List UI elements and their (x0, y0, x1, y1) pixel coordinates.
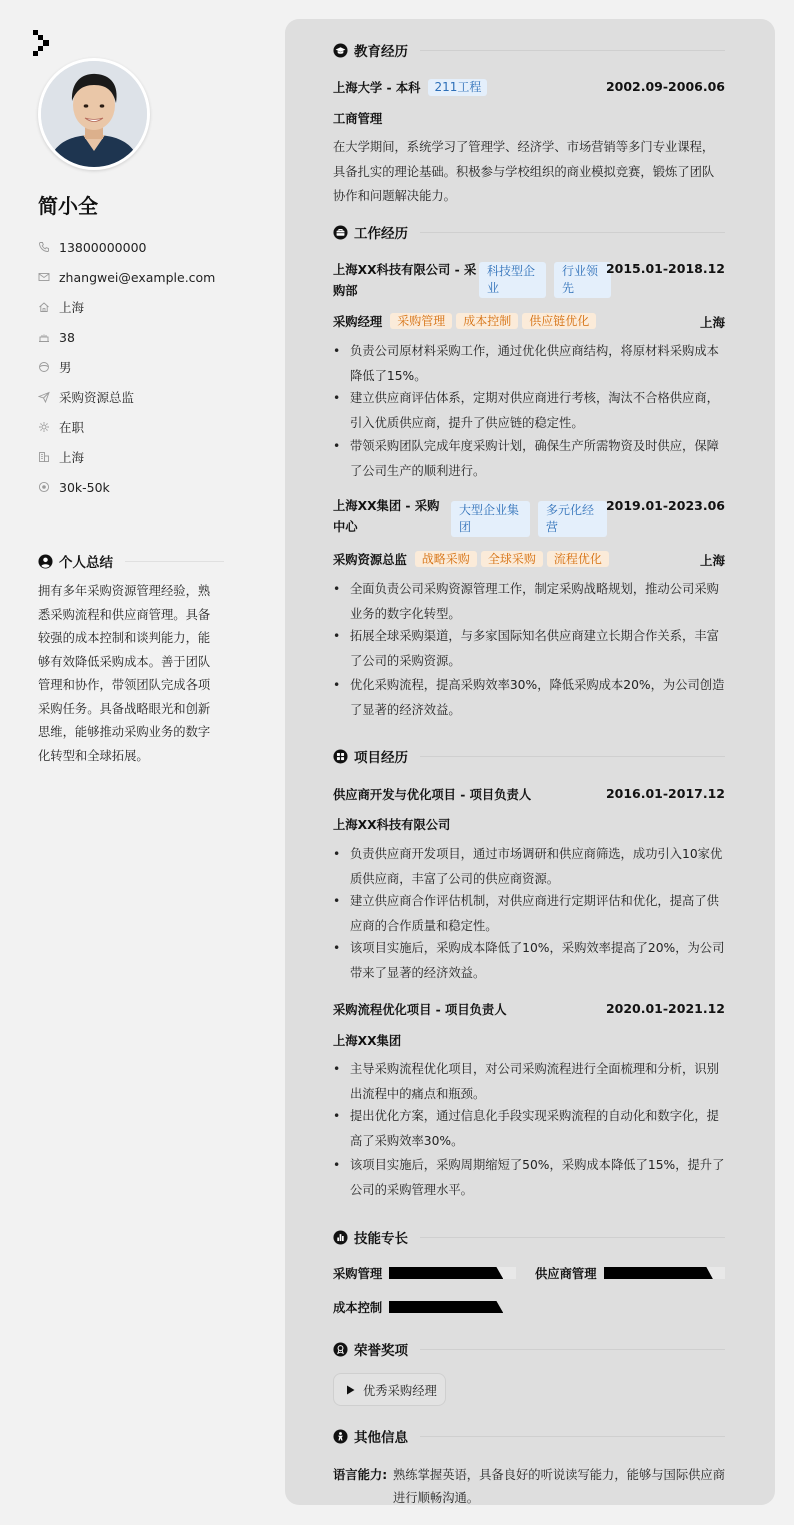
job-2-skill-1: 战略采购 (415, 551, 477, 567)
age-icon (38, 331, 50, 343)
job-2-bullet-3: • 优化采购流程，提高采购效率30%，降低采购成本20%，为公司创造了显著的经济效益。 (333, 673, 725, 722)
honors-section-header (333, 1339, 725, 1359)
job-2-skill-3: 流程优化 (547, 551, 609, 567)
contact-email (38, 262, 248, 292)
send-icon (38, 391, 50, 403)
other-title: 其他信息 (354, 1430, 408, 1446)
contact-position-text: 采购资源总监 (59, 390, 135, 405)
job-2-tag-1 (451, 501, 530, 537)
skills-section-header (333, 1227, 725, 1247)
job-2-skill-2: 全球采购 (481, 551, 543, 567)
job-1-date: 2015.01-2018.12 (605, 261, 725, 276)
job-2-tag-2-line1: 多元化经 (546, 503, 595, 517)
gender-icon (38, 361, 50, 373)
education-title: 教育经历 (354, 44, 408, 60)
avatar (38, 58, 150, 170)
skill-1-name: 采购管理 (333, 1267, 383, 1281)
skills-title: 技能专长 (354, 1231, 408, 1247)
email-icon (38, 271, 50, 283)
education-tag: 211工程 (428, 79, 487, 96)
language-text-line1: 熟练掌握英语，具备良好的听说读写能力，能够与国际供应商 (393, 1468, 726, 1482)
section-divider (420, 1237, 725, 1238)
award-icon (333, 1342, 348, 1357)
info-person-icon (333, 1429, 348, 1444)
skill-1-fill (389, 1267, 503, 1279)
job-1-bullet-3: • 带领采购团队完成年度采购计划，确保生产所需物资及时供应，保障了公司生产的顺利进行。 (333, 434, 725, 483)
job-1-skill-3: 供应链优化 (522, 313, 596, 329)
job-2-tag-1-line2: 团 (459, 520, 472, 534)
honor-item-1-label: 优秀采购经理 (363, 1383, 437, 1398)
contact-email-text: zhangwei@example.com (59, 269, 216, 285)
projects-section-header (333, 746, 725, 766)
logo-icon (33, 30, 51, 58)
skill-1-bar (389, 1267, 516, 1279)
job-1-company-line1: 上海XX科技有限公司 - 采 (333, 263, 477, 277)
graduation-cap-icon (333, 43, 348, 58)
contact-city-text: 上海 (59, 300, 85, 315)
job-2-tag-2-line2: 营 (546, 520, 559, 534)
project-2-date: 2020.01-2021.12 (605, 1001, 725, 1016)
home-icon (38, 301, 50, 313)
job-1-tag-1 (479, 262, 546, 298)
project-2-bullet-1: • 主导采购流程优化项目，对公司采购流程进行全面梳理和分析，识别出流程中的痛点和瓶颈。 (333, 1057, 725, 1106)
project-1-bullet-1: • 负责供应商开发项目，通过市场调研和供应商筛选，成功引入10家优质供应商，丰富了公司的供应商资源。 (333, 842, 725, 891)
building-icon (38, 451, 50, 463)
briefcase-icon (333, 225, 348, 240)
section-divider (420, 232, 725, 233)
job-1-role: 采购经理 (333, 315, 383, 329)
summary-section-header (38, 551, 224, 571)
job-1-tag-1-line1: 科技型企 (487, 264, 536, 278)
contact-age-text: 38 (59, 329, 75, 345)
projects-title: 项目经历 (354, 750, 408, 766)
job-1-company (333, 260, 479, 302)
project-1-bullet-3: • 该项目实施后，采购成本降低了10%，采购效率提高了20%，为公司带来了显著的经济效益。 (333, 936, 725, 985)
contact-position (38, 382, 248, 412)
skill-2-fill (604, 1267, 713, 1279)
job-1-tag-2-line1: 行业领 (562, 264, 599, 278)
project-2-name: 采购流程优化项目 - 项目负责人 (333, 1003, 507, 1017)
contact-gender-text: 男 (59, 360, 72, 375)
project-1-bullet-2: • 建立供应商合作评估机制，对供应商进行定期评估和优化，提高了供应商的合作质量和稳定性。 (333, 889, 725, 938)
contact-work-city (38, 442, 248, 472)
job-2-tag-1-line1: 大型企业集 (459, 503, 520, 517)
other-section-header (333, 1426, 725, 1446)
job-2-company-line2: 中心 (333, 520, 358, 534)
contact-phone-text: 13800000000 (59, 239, 147, 255)
job-1-skill-1: 采购管理 (390, 313, 452, 329)
contact-status-text: 在职 (59, 420, 85, 435)
project-1-company: 上海XX科技有限公司 (333, 818, 451, 832)
education-description: 在大学期间，系统学习了管理学、经济学、市场营销等多门专业课程，具备扎实的理论基础。积极参与学校组织的商业模拟竞赛，锻炼了团队协作和问题解决能力。 (333, 140, 715, 203)
job-1-bullet-2: • 建立供应商评估体系，定期对供应商进行考核，淘汰不合格供应商，引入优质供应商，提升了供应链的稳定性。 (333, 386, 725, 435)
education-section-header (333, 40, 725, 60)
contact-gender (38, 352, 248, 382)
status-icon (38, 421, 50, 433)
job-1-tag-2-line2: 先 (562, 281, 575, 295)
job-1-tag-2 (554, 262, 611, 298)
section-divider (420, 1436, 725, 1437)
project-2-bullet-2: • 提出优化方案，通过信息化手段实现采购流程的自动化和数字化，提高了采购效率30%。 (333, 1104, 725, 1153)
job-2-bullet-1: • 全面负责公司采购资源管理工作，制定采购战略规划，推动公司采购业务的数字化转型。 (333, 577, 725, 626)
project-1-name: 供应商开发与优化项目 - 项目负责人 (333, 788, 532, 802)
job-1-location: 上海 (699, 315, 725, 330)
education-school: 上海大学 - 本科 (333, 81, 421, 95)
honors-title: 荣誉奖项 (354, 1343, 408, 1359)
skill-2-name: 供应商管理 (535, 1267, 597, 1281)
project-2-company: 上海XX集团 (333, 1034, 402, 1048)
job-2-date: 2019.01-2023.06 (605, 498, 725, 513)
section-divider (125, 561, 224, 562)
project-1-date: 2016.01-2017.12 (605, 786, 725, 801)
candidate-name: 简小全 (38, 194, 98, 218)
bar-chart-icon (333, 1230, 348, 1245)
skill-3-name: 成本控制 (333, 1301, 383, 1315)
summary-text: 拥有多年采购资源管理经验，熟悉采购流程和供应商管理。具备较强的成本控制和谈判能力，能够有效降低采购成本。善于团队管理和协作，带领团队完成各项采购任务。具备战略眼光和创新思维，能够推动采购业务的数字化转型和全球拓展。 (38, 584, 211, 763)
job-2-company (333, 496, 443, 538)
job-2-tag-2 (538, 501, 607, 537)
education-major: 工商管理 (333, 112, 383, 126)
section-divider (420, 1349, 725, 1350)
contact-work-city-text: 上海 (59, 450, 85, 465)
contact-list (38, 232, 248, 502)
section-divider (420, 756, 725, 757)
contact-salary-text: 30k-50k (59, 479, 110, 495)
contact-age (38, 322, 248, 352)
job-2-bullet-2: • 拓展全球采购渠道，与多家国际知名供应商建立长期合作关系，丰富了公司的采购资源。 (333, 624, 725, 673)
user-circle-icon (38, 554, 53, 569)
job-2-location: 上海 (699, 553, 725, 568)
work-title: 工作经历 (354, 226, 408, 242)
language-text-line2: 进行顺畅沟通。 (393, 1491, 480, 1505)
contact-salary (38, 472, 248, 502)
job-2-company-line1: 上海XX集团 - 采购 (333, 499, 440, 513)
job-1-company-line2: 购部 (333, 284, 358, 298)
job-2-role-row (333, 550, 609, 568)
section-divider (420, 50, 725, 51)
work-section-header (333, 222, 725, 242)
skill-3-bar (389, 1301, 516, 1313)
job-1-tag-1-line2: 业 (487, 281, 500, 295)
language-label: 语言能力: (333, 1468, 388, 1482)
education-date: 2002.09-2006.06 (605, 79, 725, 94)
skill-2-bar (604, 1267, 725, 1279)
job-1-bullet-1: • 负责公司原材料采购工作，通过优化供应商结构，将原材料采购成本降低了15%。 (333, 339, 725, 388)
grid-icon (333, 749, 348, 764)
phone-icon (38, 241, 50, 253)
job-1-role-row (333, 312, 596, 330)
project-2-bullet-3: • 该项目实施后，采购周期缩短了50%，采购成本降低了15%，提升了公司的采购管理水平。 (333, 1153, 725, 1202)
education-school-row (333, 78, 487, 96)
job-2-role: 采购资源总监 (333, 553, 407, 567)
contact-city (38, 292, 248, 322)
play-icon (346, 1385, 355, 1395)
salary-icon (38, 481, 50, 493)
skill-3-fill (389, 1301, 503, 1313)
contact-phone (38, 232, 248, 262)
job-1-skill-2: 成本控制 (456, 313, 518, 329)
honor-item-1[interactable] (333, 1373, 446, 1406)
contact-status (38, 412, 248, 442)
summary-title: 个人总结 (59, 555, 113, 571)
